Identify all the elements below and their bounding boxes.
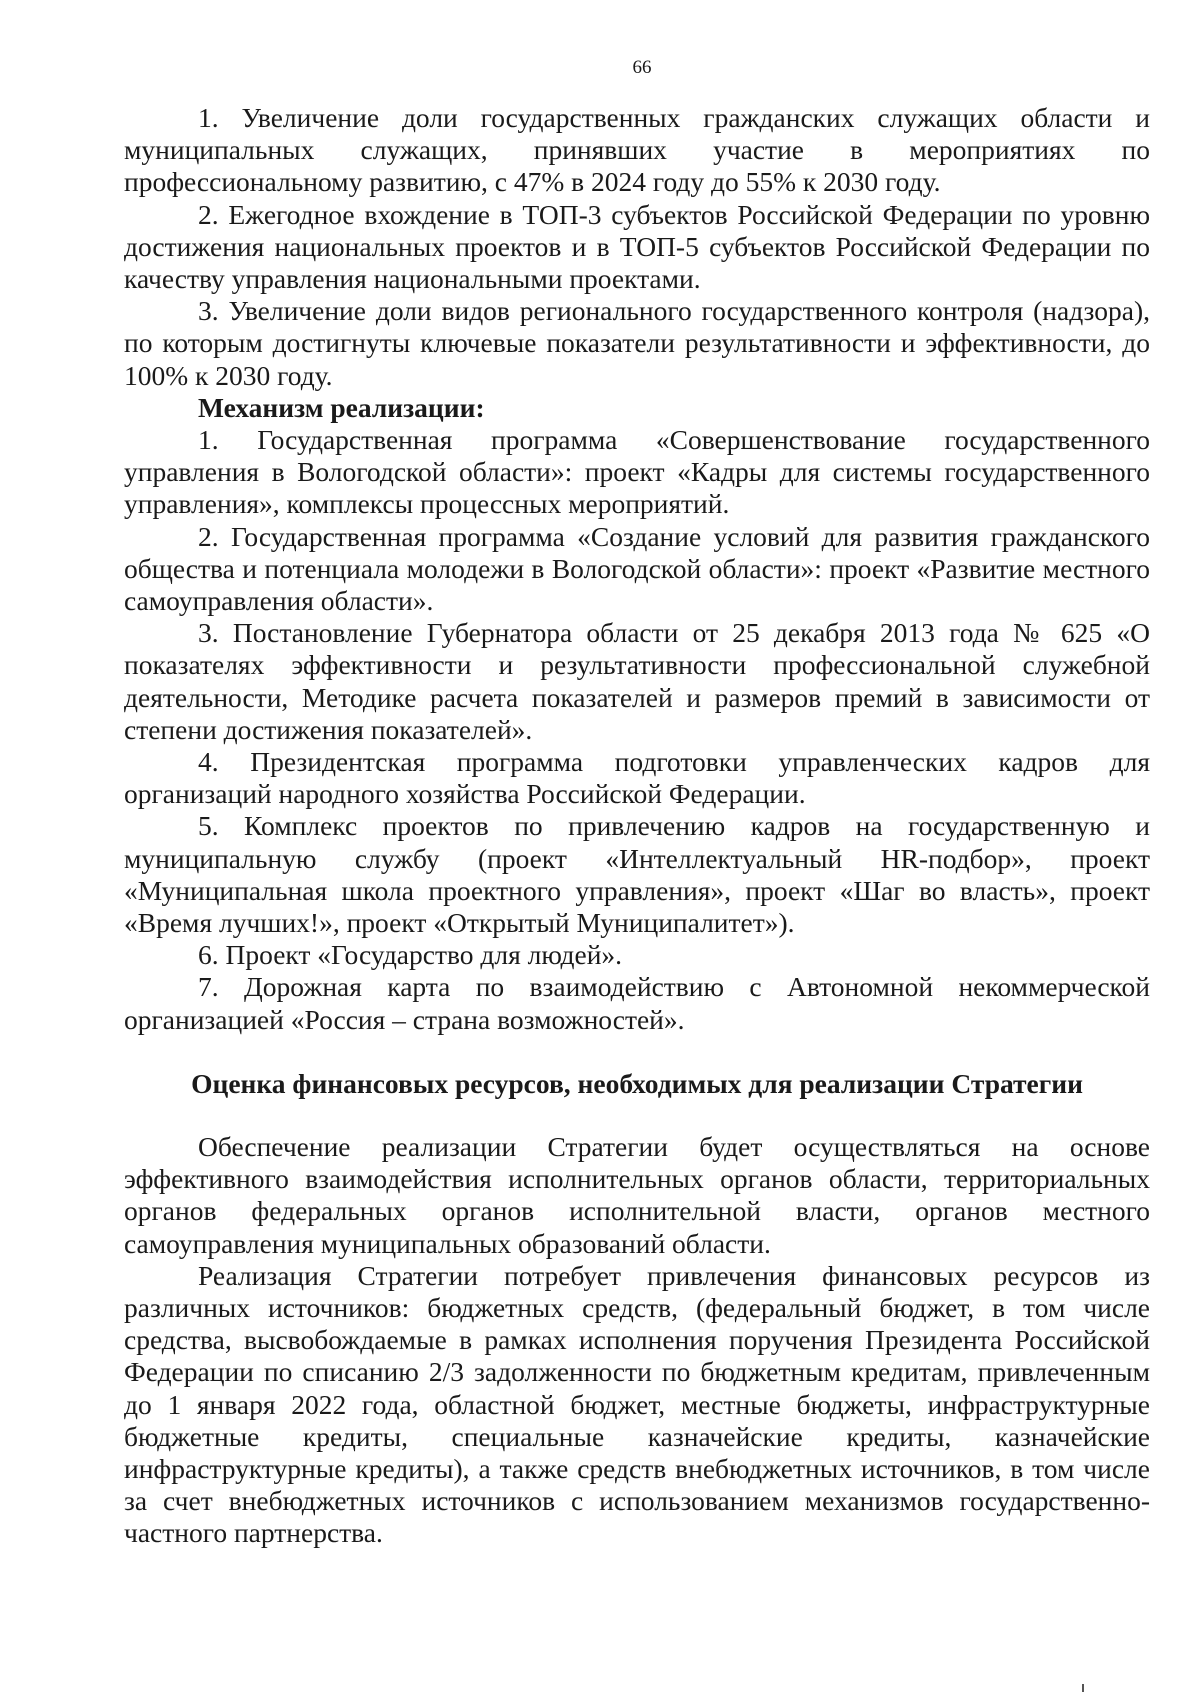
mechanism-heading: Механизм реализации: — [198, 391, 485, 423]
mechanism-item-3: 3. Постановление Губернатора области от 25 декабря 2013 года № 625 «О показателях эффективности и результативности профессиональной служебной деятельности, Методике расчета показателей и размеров премий в зависимости от степени достижения показателей». — [124, 617, 1150, 745]
mechanism-item-7: 7. Дорожная карта по взаимодействию с Автономной некоммерческой организацией «Россия – страна возможностей». — [124, 971, 1150, 1035]
target-item-2: 2. Ежегодное вхождение в ТОП-3 субъектов Российской Федерации по уровню достижения национальных проектов и в ТОП-5 субъектов Российской Федерации по качеству управления национальными проектами. — [124, 198, 1150, 295]
target-item-3: 3. Увеличение доли видов регионального государственного контроля (надзора), по которым достигнуты ключевые показатели результативности и эффективности, до 100% к 2030 году. — [124, 295, 1150, 391]
target-item-1: 1. Увеличение доли государственных гражданских служащих области и муниципальных служащих, принявших участие в мероприятиях по профессиональному развитию, с 47% в 2024 году до 55% к 2030 году. — [124, 102, 1150, 198]
section-paragraph-1: Обеспечение реализации Стратегии будет осуществляться на основе эффективного взаимодействия исполнительных органов области, территориальных органов федеральных органов исполнительной власти, органов местного самоуправления муниципальных образований области. — [124, 1130, 1150, 1259]
section-title: Оценка финансовых ресурсов, необходимых для реализации Стратегии — [191, 1067, 1083, 1099]
mechanism-item-4: 4. Президентская программа подготовки управленческих кадров для организаций народного хозяйства Российской Федерации. — [124, 746, 1150, 810]
mechanism-item-1: 1. Государственная программа «Совершенствование государственного управления в Вологодской области»: проект «Кадры для системы государственного управления», комплексы процессных мероприятий. — [124, 424, 1150, 520]
mechanism-item-5: 5. Комплекс проектов по привлечению кадров на государственную и муниципальную службу (проект «Интеллектуальный HR-подбор», проект «Муниципальная школа проектного управления», проект «Шаг во власть», проект «Время лучших!», проект «Открытый Муниципалитет»). — [124, 810, 1150, 939]
mechanism-item-2: 2. Государственная программа «Создание условий для развития гражданского общества и потенциала молодежи в Вологодской области»: проект «Развитие местного самоуправления области». — [124, 520, 1150, 617]
page-number: 66 — [632, 57, 652, 78]
mechanism-item-6: 6. Проект «Государство для людей». — [198, 939, 623, 971]
section-paragraph-2: Реализация Стратегии потребует привлечения финансовых ресурсов из различных источников: бюджетных средств, (федеральный бюджет, в том числе средства, высвобождаемые в рамках исполнения поручения Президента Российской Федерации по списанию 2/3 задолженности по бюджетным кредитам, привлеченным до 1 января 2022 года, областной бюджет, местные бюджеты, инфраструктурные бюджетные кредиты, специальные казначейские кредиты, казначейские инфраструктурные кредиты), а также средств внебюджетных источников, в том числе за счет внебюджетных источников с использованием механизмов государственно-частного партнерства. — [124, 1259, 1150, 1549]
scan-mark — [1082, 1684, 1084, 1692]
